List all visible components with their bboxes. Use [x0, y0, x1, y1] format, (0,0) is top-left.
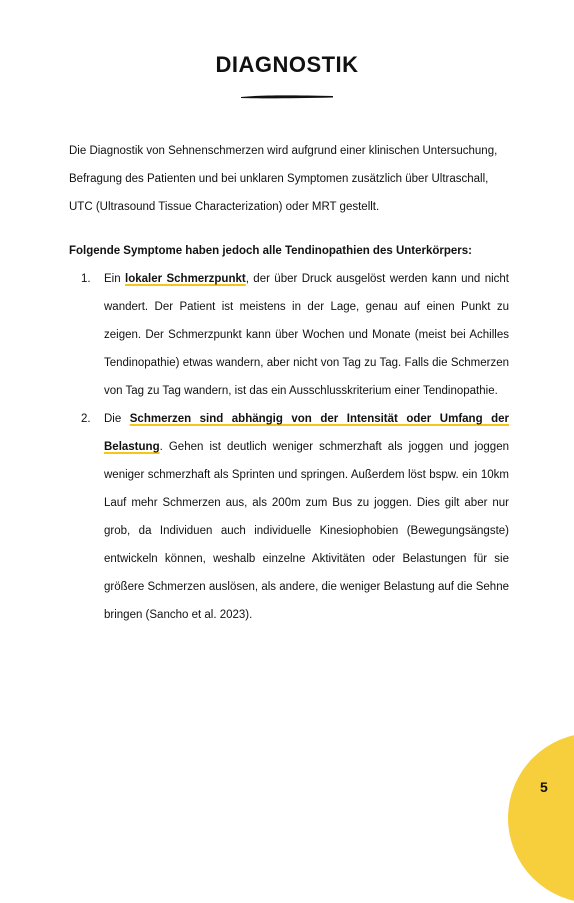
corner-decoration	[508, 733, 574, 903]
page-title: DIAGNOSTIK	[215, 52, 359, 77]
brush-stroke-underline-icon	[239, 92, 335, 100]
list-item-prefix: Ein	[104, 273, 126, 285]
list-item-prefix: Die	[104, 413, 130, 425]
symptom-list	[69, 265, 509, 629]
list-item-text: . Gehen ist deutlich weniger schmerzhaft als joggen und joggen weniger schmerzhaft als Sprinten und springen. Außerdem löst bspw. ein 10km Lauf mehr Schmerzen aus, als 200m zum Bus zu joggen. Dies gilt aber nur grob, da Individuen auch individuelle Kinesiophobien (Bewegungsängste) entwickeln können, weshalb einzelne Aktivitäten oder Belastungen für sie größere Schmerzen auslösen, als andere, die weniger Belastung auf die Sehne bringen (Sancho et al. 2023).	[104, 441, 509, 621]
list-item	[69, 405, 509, 629]
list-item-text: , der über Druck ausgelöst werden kann und nicht wandert. Der Patient ist meistens in der Lage, genau auf einen Punkt zu zeigen. Der Schmerzpunkt kann über Wochen und Monate (meist bei Achilles Tendinopathie) etwas wandern, aber nicht von Tag zu Tag. Falls die Schmerzen von Tag zu Tag wandern, ist das ein Ausschlusskriterium einer Tendinopathie.	[104, 273, 509, 397]
intro-paragraph: Die Diagnostik von Sehnenschmerzen wird aufgrund einer klinischen Untersuchung, Befragung des Patienten und bei unklaren Symptomen zusätzlich über Ultraschall, UTC (Ultrasound Tissue Characterization) oder MRT gestellt.	[69, 144, 498, 213]
list-item-number: 2.	[81, 413, 91, 425]
symptoms-heading: Folgende Symptome haben jedoch alle Tendinopathien des Unterkörpers:	[69, 245, 472, 257]
list-item	[69, 265, 509, 405]
list-item-highlight: lokaler Schmerzpunkt	[125, 273, 246, 285]
list-item-highlight: Schmerzen sind abhängig von der Intensität oder Umfang der Belastung	[104, 413, 509, 453]
list-item-number: 1.	[81, 273, 91, 285]
page-number: 5	[540, 779, 548, 795]
